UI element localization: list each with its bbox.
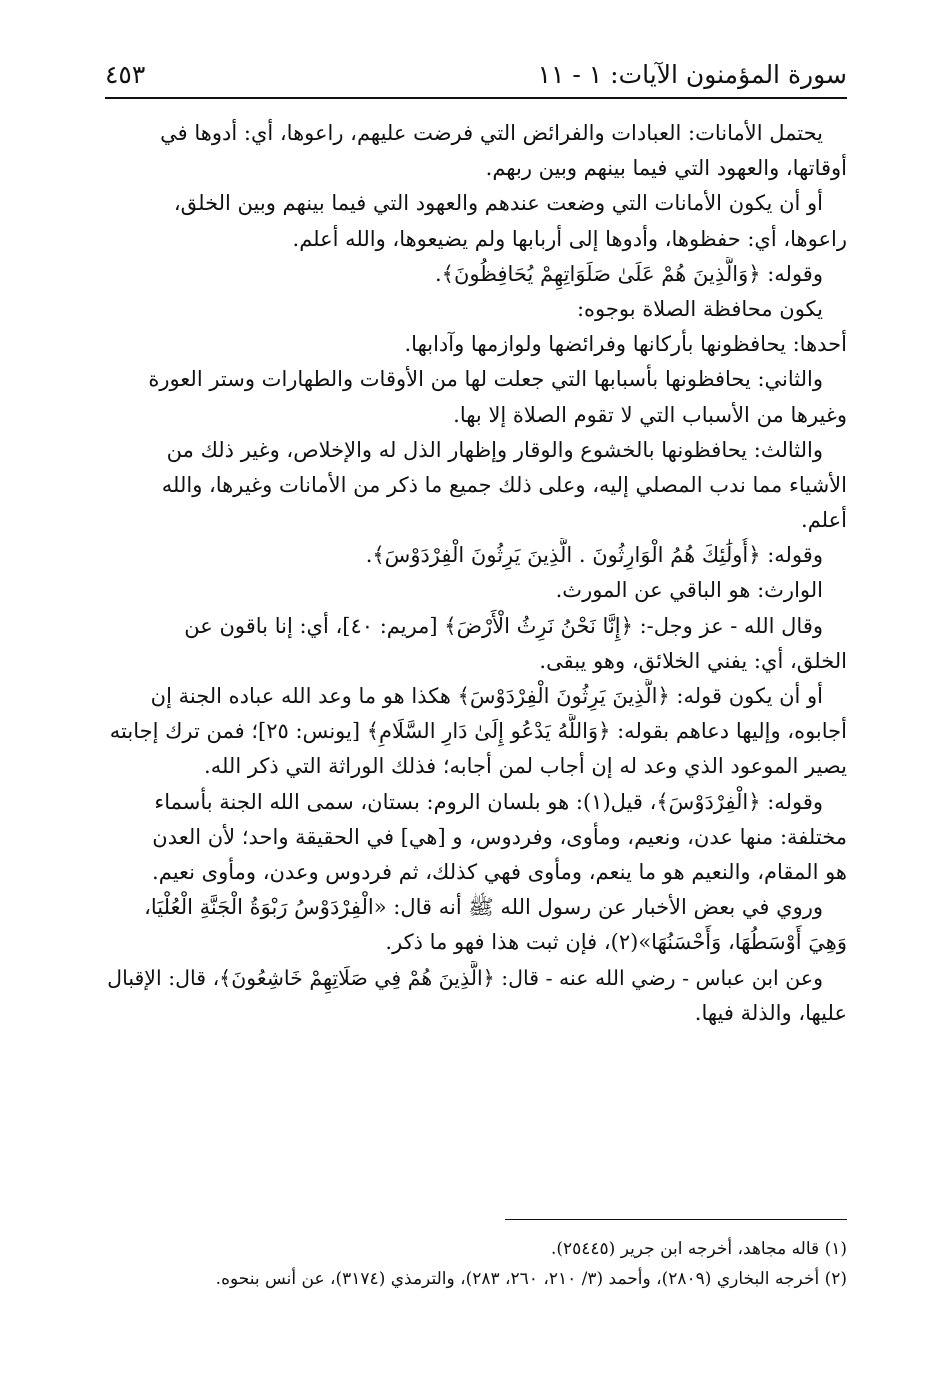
main-text [103,116,847,1031]
text-line: أوقاتها، والعهود التي فيما بينهم وبين ربهم. [485,156,847,181]
text-line: يصير الموعود الذي وعد له إن أجاب لمن أجابه؛ فذلك الوراثة التي ذكر الله. [204,754,847,779]
text-line: وروي في بعض الأخبار عن رسول الله ﷺ أنه قال: «الْفِرْدَوْسُ رَبْوَةُ الْجَنَّةِ الْعُلْيَا، [144,895,823,920]
text-line: مختلفة: منها عدن، ونعيم، ومأوى، وفردوس، و [هي] في الحقيقة واحد؛ لأن العدن [152,824,847,849]
text-line: الوارث: هو الباقي عن المورث. [555,578,823,603]
text-line: أجابوه، وإليها دعاهم بقوله: ﴿وَاللَّهُ يَدْعُو إِلَىٰ دَارِ السَّلَامِ﴾ [يونس: ٢٥]؛ فمن ترك إجابته [109,719,847,744]
text-line: أحدها: يحافظونها بأركانها وفرائضها ولوازمها وآدابها. [404,332,847,357]
page-header [105,58,847,98]
text-line: وقوله: ﴿وَالَّذِينَ هُمْ عَلَىٰ صَلَوَاتِهِمْ يُحَافِظُونَ﴾. [435,261,823,286]
text-line: والثاني: يحافظونها بأسبابها التي جعلت لها من الأوقات والطهارات وستر العورة [148,367,823,392]
text-line: يكون محافظة الصلاة بوجوه: [576,296,823,321]
text-line: الأشياء مما ندب المصلي إليه، وعلى ذلك جميع ما ذكر من الأمانات وغيرها، والله [161,472,847,497]
footnotes [103,1234,847,1294]
text-line: عليها، والذلة فيها. [694,1000,847,1025]
text-line: راعوها، أي: حفظوها، وأدوها إلى أربابها ولم يضيعوها، والله أعلم. [292,226,847,251]
footnote: (١) قاله مجاهد، أخرجه ابن جرير (٢٥٤٤٥). [550,1239,847,1259]
text-line: أعلم. [801,508,847,533]
text-line: وَهِيَ أَوْسَطُهَا، وَأَحْسَنُهَا»(٢)، فإن ثبت هذا فهو ما ذكر. [385,930,847,955]
text-line: هو المقام، والنعيم هو ما ينعم، ومأوى فهي كذلك، ثم فردوس وعدن، ومأوى نعيم. [152,859,847,884]
text-line: وغيرها من الأسباب التي لا تقوم الصلاة إلا بها. [453,402,847,427]
text-line: وقوله: ﴿الْفِرْدَوْسَ﴾، قيل(١): هو بلسان الروم: بستان، سمى الله الجنة بأسماء [154,789,823,814]
text-line: وقال الله - عز وجل-: ﴿إِنَّا نَحْنُ نَرِثُ الْأَرْضَ﴾ [مريم: ٤٠]، أي: إنا باقون عن [184,613,823,638]
text-line: وعن ابن عباس - رضي الله عنه - قال: ﴿الَّذِينَ هُمْ فِي صَلَاتِهِمْ خَاشِعُونَ﴾، قال: الإقبال [107,965,823,990]
header-rule [105,97,847,99]
text-line: والثالث: يحافظونها بالخشوع والوقار وإظهار الذل له والإخلاص، وغير ذلك من [166,437,823,462]
footnote-rule [505,1219,847,1220]
running-title: سورة المؤمنون الآيات: ١ - ١١ [537,60,847,89]
footnote: (٢) أخرجه البخاري (٢٨٠٩)، وأحمد (٣/ ٢١٠، ٢٦٠، ٢٨٣)، والترمذي (٣١٧٤)، عن أنس بنحوه. [215,1269,847,1289]
text-line: أو أن يكون قوله: ﴿الَّذِينَ يَرِثُونَ الْفِرْدَوْسَ﴾ هكذا هو ما وعد الله عباده الجنة إن [150,684,823,708]
page-number: ٤٥٣ [105,60,146,89]
text-line: وقوله: ﴿أُولَٰئِكَ هُمُ الْوَارِثُونَ . الَّذِينَ يَرِثُونَ الْفِرْدَوْسَ﴾. [365,543,823,568]
text-line: يحتمل الأمانات: العبادات والفرائض التي فرضت عليهم، راعوها، أي: أدوها في [160,121,823,145]
text-line: الخلق، أي: يفني الخلائق، وهو يبقى. [539,648,847,673]
text-line: أو أن يكون الأمانات التي وضعت عندهم والعهود التي فيما بينهم وبين الخلق، [173,191,823,216]
